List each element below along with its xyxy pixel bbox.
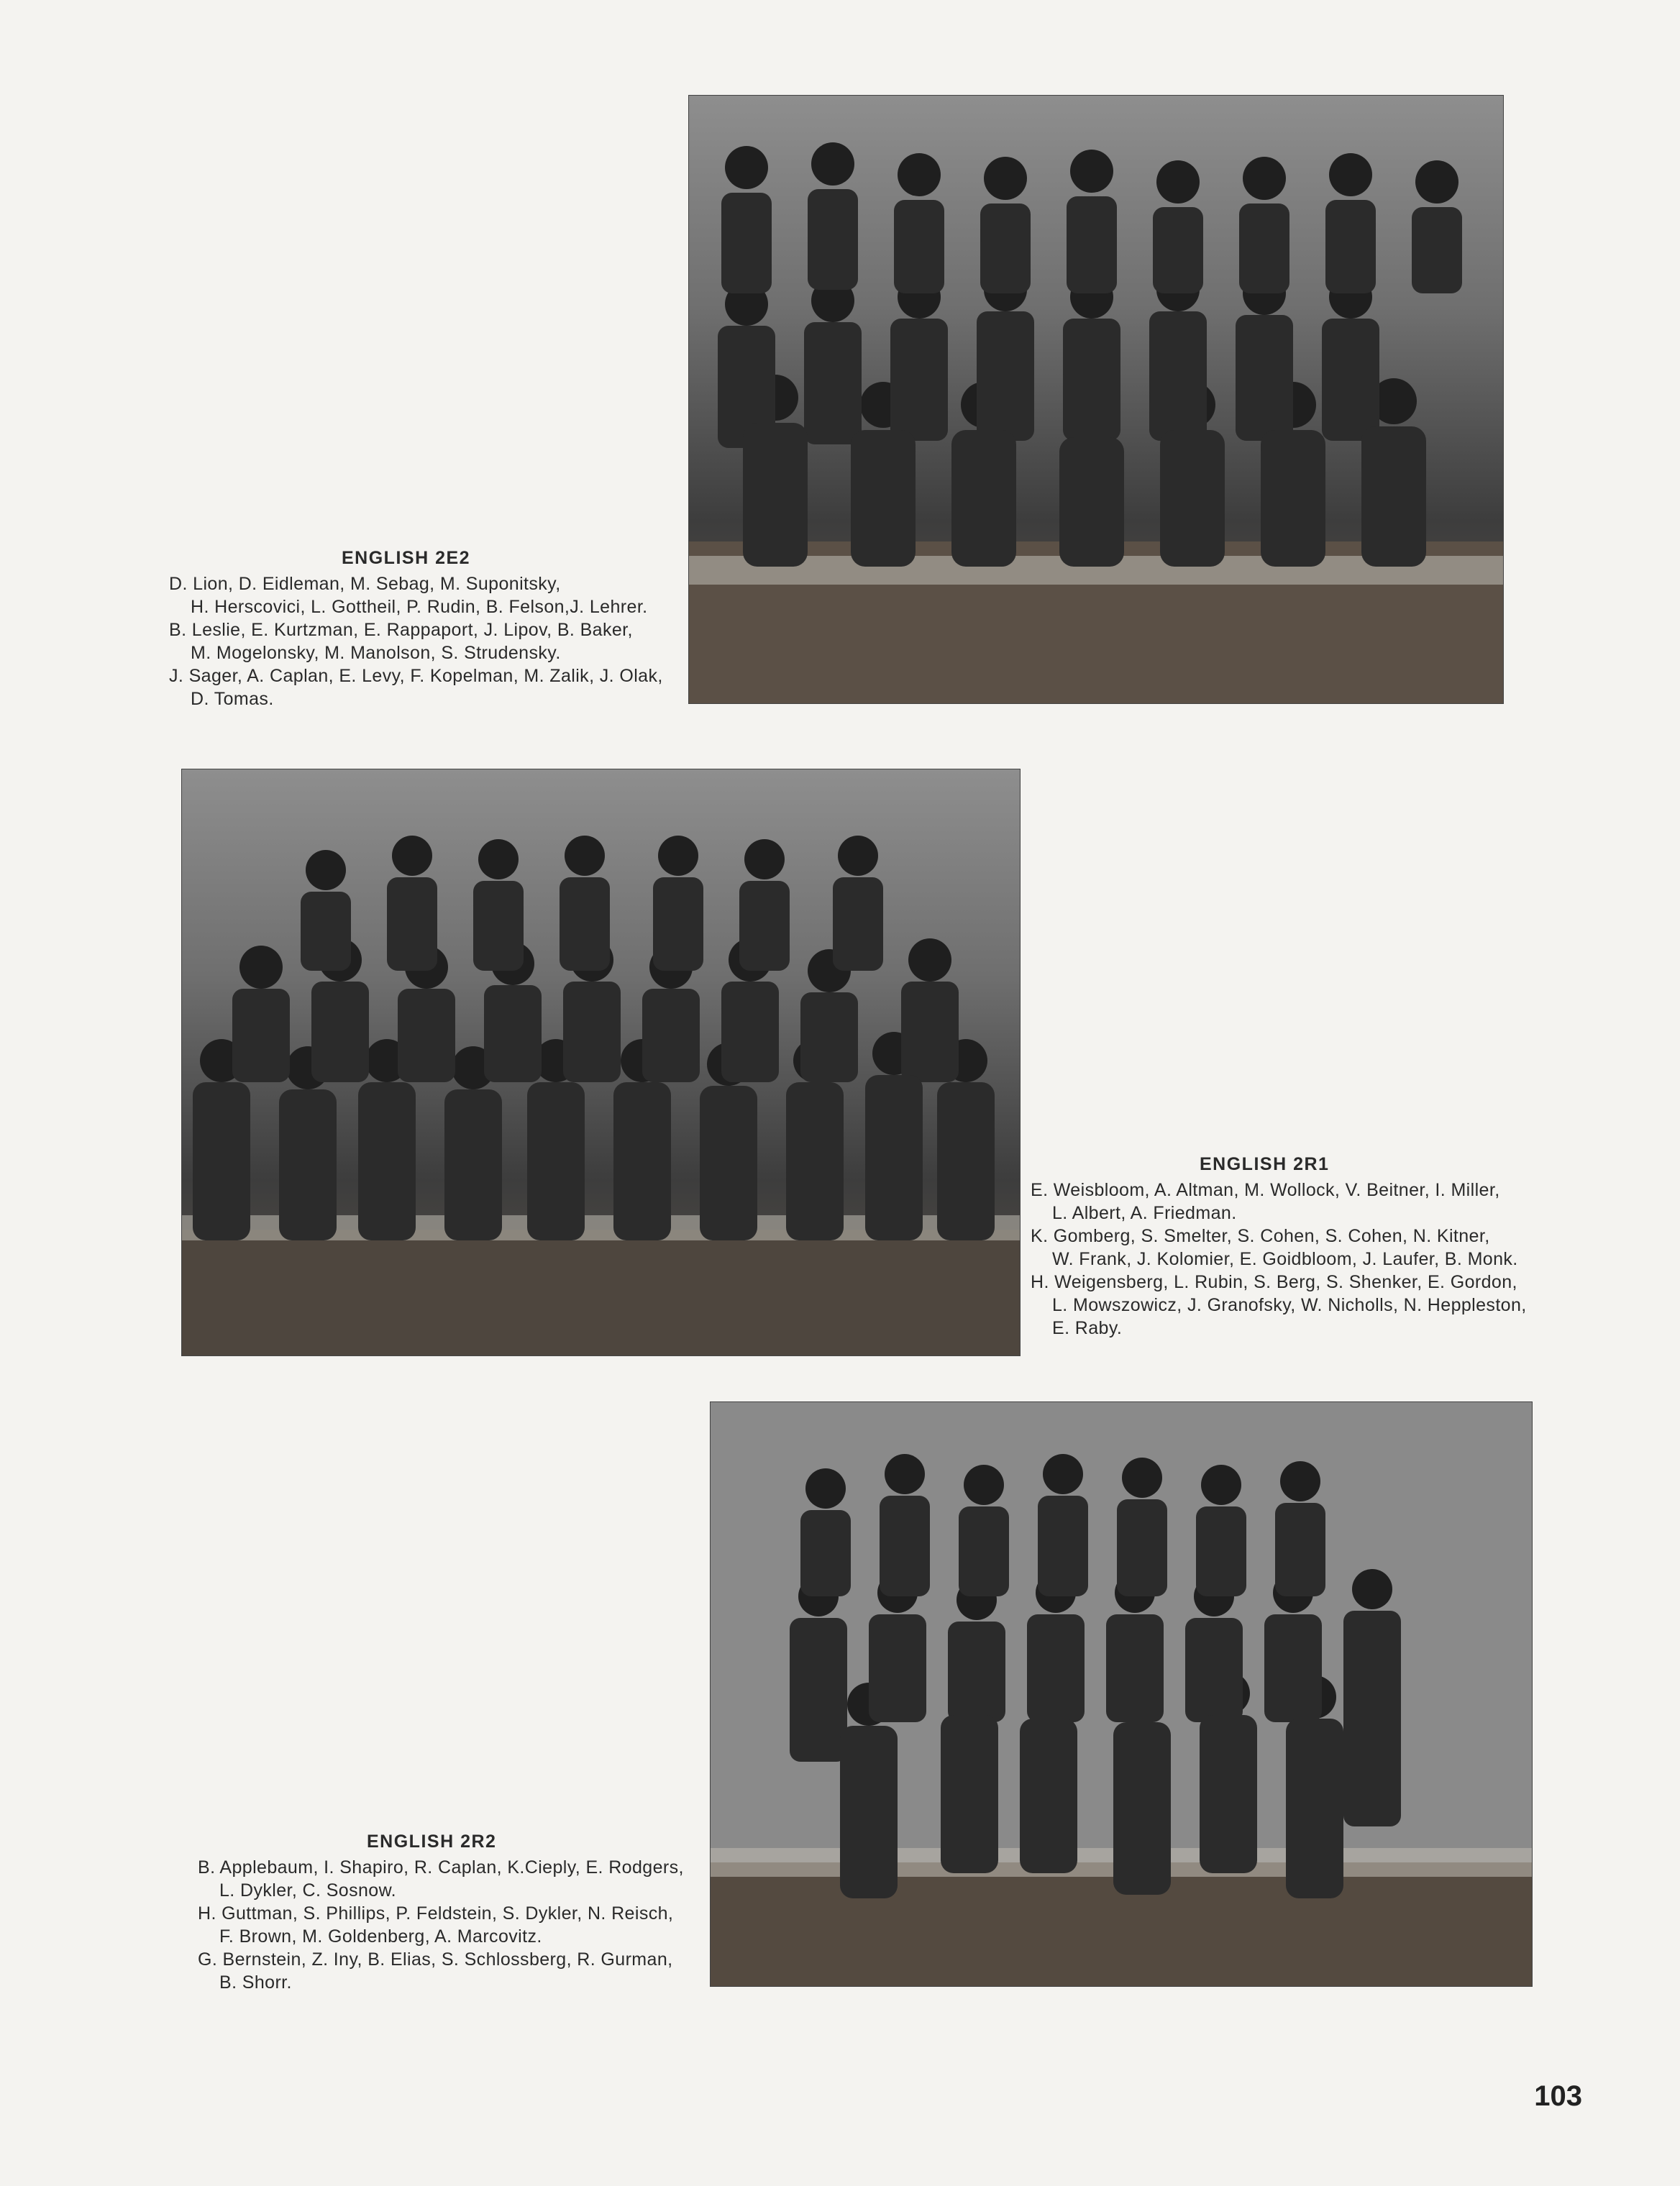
caption-line: B. Shorr. <box>219 1972 292 1993</box>
class-photo-english-2r1 <box>182 769 1020 1355</box>
caption-line: W. Frank, J. Kolomier, E. Goidbloom, J. Laufer, B. Monk. <box>1052 1249 1518 1269</box>
caption-line: D. Tomas. <box>191 689 274 709</box>
caption-line: F. Brown, M. Goldenberg, A. Marcovitz. <box>219 1926 542 1947</box>
caption-line: E. Raby. <box>1052 1318 1123 1338</box>
class-photo-english-2r2 <box>711 1402 1532 1986</box>
caption-line: L. Albert, A. Friedman. <box>1052 1203 1237 1223</box>
caption-line: L. Dykler, C. Sosnow. <box>219 1880 396 1901</box>
caption-line: M. Mogelonsky, M. Manolson, S. Strudensky. <box>191 643 561 663</box>
caption-english-2r2 <box>198 1830 684 1994</box>
caption-line: E. Weisbloom, A. Altman, M. Wollock, V. Beitner, I. Miller, <box>1031 1180 1500 1200</box>
caption-line: J. Sager, A. Caplan, E. Levy, F. Kopelman, M. Zalik, J. Olak, <box>169 666 663 686</box>
caption-english-2e2 <box>169 546 663 710</box>
section-title: ENGLISH 2R1 <box>1200 1154 1330 1174</box>
page-number: 103 <box>1534 2080 1582 2112</box>
caption-line: G. Bernstein, Z. Iny, B. Elias, S. Schlossberg, R. Gurman, <box>198 1949 673 1970</box>
caption-line: K. Gomberg, S. Smelter, S. Cohen, S. Cohen, N. Kitner, <box>1031 1226 1490 1246</box>
caption-line: B. Leslie, E. Kurtzman, E. Rappaport, J. Lipov, B. Baker, <box>169 620 633 640</box>
caption-english-2r1 <box>1031 1153 1527 1340</box>
caption-line: H. Guttman, S. Phillips, P. Feldstein, S. Dykler, N. Reisch, <box>198 1903 674 1924</box>
section-title: ENGLISH 2E2 <box>342 548 471 568</box>
class-photo-english-2e2 <box>689 96 1503 703</box>
caption-line: H. Weigensberg, L. Rubin, S. Berg, S. Shenker, E. Gordon, <box>1031 1272 1517 1292</box>
caption-line: L. Mowszowicz, J. Granofsky, W. Nicholls, N. Heppleston, <box>1052 1295 1527 1315</box>
caption-line: D. Lion, D. Eidleman, M. Sebag, M. Suponitsky, <box>169 574 561 594</box>
section-title: ENGLISH 2R2 <box>367 1831 497 1852</box>
caption-line: H. Herscovici, L. Gottheil, P. Rudin, B. Felson,J. Lehrer. <box>191 597 648 617</box>
caption-line: B. Applebaum, I. Shapiro, R. Caplan, K.Cieply, E. Rodgers, <box>198 1857 684 1878</box>
